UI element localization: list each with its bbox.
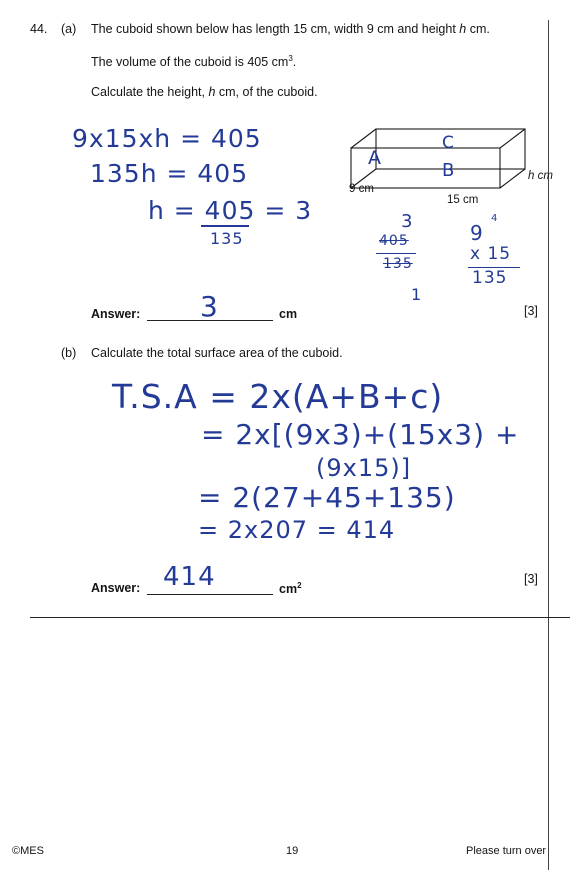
part-a-line3-var: h <box>208 85 216 99</box>
part-a-line2-sup: 3 <box>288 54 293 63</box>
mult-top: 9 <box>470 221 484 245</box>
length-label: 15 cm <box>447 194 479 206</box>
footer-page-number: 19 <box>286 845 299 857</box>
part-b-label: (b) <box>61 346 77 360</box>
working-b-line5: = 2x207 = 414 <box>198 516 396 544</box>
div-number: 405 <box>379 233 409 249</box>
part-a-line1-var: h <box>459 22 467 36</box>
answer-b-unit <box>279 581 302 596</box>
fraction-bar <box>201 225 249 227</box>
working-a-line1: 9x15xh = 405 <box>72 124 262 153</box>
mult-by: x 15 <box>470 244 512 264</box>
answer-b-unit-sup: 2 <box>297 581 302 590</box>
answer-a-unit: cm <box>279 307 298 321</box>
div-bar <box>376 253 416 254</box>
working-b-line1: T.S.A = 2x(A+B+c) <box>112 377 444 416</box>
part-a-line2-pre: The volume of the cuboid is 405 cm <box>91 55 289 70</box>
part-a-line1-post: cm. <box>466 22 490 36</box>
section-divider <box>30 617 570 618</box>
face-c-label: C <box>442 133 454 153</box>
answer-a-value: 3 <box>200 290 219 323</box>
part-a-line3-pre: Calculate the height, <box>91 85 209 99</box>
part-a-label: (a) <box>61 22 77 36</box>
part-a-line2-post: . <box>292 55 297 70</box>
marks-a: [3] <box>524 304 538 318</box>
working-b-line3: (9x15)] <box>316 454 412 482</box>
mult-carry: 4 <box>491 213 499 224</box>
height-label: h cm <box>528 170 553 182</box>
marks-b: [3] <box>524 572 538 586</box>
working-a-line2: 135h = 405 <box>90 159 249 188</box>
face-a-label: A <box>368 147 381 169</box>
face-b-label: B <box>442 160 455 181</box>
part-a-line3-post: cm, of the cuboid. <box>215 85 318 99</box>
div-quotient: 3 <box>401 211 414 232</box>
working-b-line4: = 2(27+45+135) <box>198 481 456 514</box>
answer-b-unit-text: cm <box>279 582 298 597</box>
working-b-line2: = 2x[(9x3)+(15x3) + <box>201 418 520 451</box>
footer-copyright: ©MES <box>12 845 44 857</box>
question-number: 44. <box>30 22 48 36</box>
mult-result: 135 <box>472 268 508 288</box>
part-a-line1-pre: The cuboid shown below has length 15 cm, width 9 cm and height <box>91 22 460 36</box>
part-b-text: Calculate the total surface area of the cuboid. <box>91 346 343 360</box>
answer-b-line <box>147 594 273 595</box>
answer-b-value: 414 <box>163 562 216 592</box>
div-remainder: 1 <box>411 285 423 304</box>
working-a-line3: h = 405 = 3 <box>148 196 313 225</box>
answer-a-label: Answer: <box>91 307 141 321</box>
footer-turn-over: Please turn over <box>466 845 547 857</box>
div-sub: 135 <box>383 256 413 272</box>
working-a-line4: 135 <box>210 229 244 248</box>
width-label: 9 cm <box>349 183 374 195</box>
answer-b-label: Answer: <box>91 581 141 595</box>
